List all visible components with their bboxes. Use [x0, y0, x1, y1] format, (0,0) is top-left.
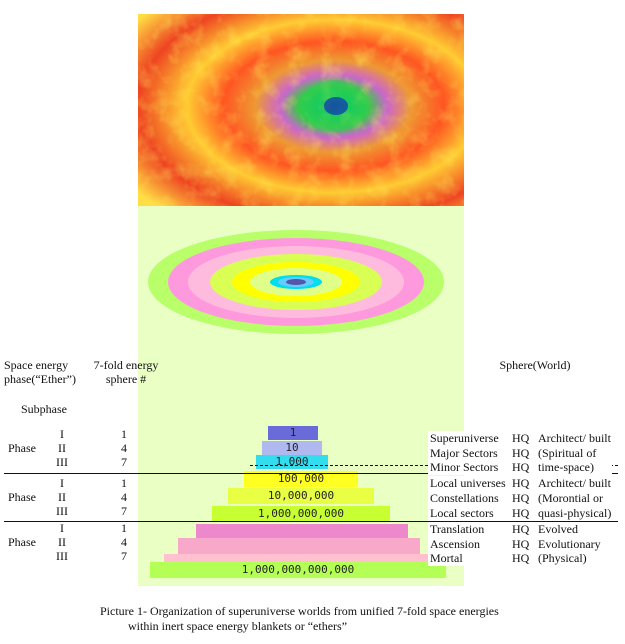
- phase-label-2: Phase: [8, 490, 36, 504]
- sphere-name: Translation: [430, 522, 485, 536]
- sphere-row: [428, 476, 612, 491]
- sphere-name: Major Sectors: [430, 446, 498, 460]
- tier-count-10: 1,000,000,000,000: [241, 563, 355, 576]
- sphere-hq: HQ: [512, 491, 530, 505]
- subphase-3-1: I: [60, 521, 64, 535]
- sphere-name: Mortal: [430, 551, 463, 565]
- sphere-name: Local universes: [430, 476, 506, 490]
- sphere-name: Constellations: [430, 491, 499, 505]
- sphere-hq: HQ: [512, 476, 530, 490]
- sphere-hq: HQ: [512, 537, 530, 551]
- sphere-row: [428, 506, 612, 521]
- tier-count-6: 1,000,000,000: [257, 507, 345, 520]
- sphere-number-1-3: 7: [121, 455, 127, 469]
- sphere-number-3-2: 4: [121, 535, 127, 549]
- sphere-number-3-3: 7: [121, 549, 127, 563]
- sphere-number-2-2: 4: [121, 490, 127, 504]
- sphere-hq: HQ: [512, 446, 530, 460]
- galaxy-heatmap-image: [138, 14, 464, 206]
- subphase-2-3: III: [56, 504, 68, 518]
- subphase-1-3: III: [56, 455, 68, 469]
- sphere-number-1-1: 1: [121, 427, 127, 441]
- caption-line-1: Picture 1- Organization of superuniverse worlds from unified 7-fold space energies: [100, 604, 499, 618]
- sphere-row: [428, 537, 612, 552]
- figure-caption: [100, 604, 540, 634]
- sphere-number-3-1: 1: [121, 521, 127, 535]
- sevenfold-sphere-header: 7-fold energy sphere #: [93, 358, 159, 386]
- sphere-number-1-2: 4: [121, 441, 127, 455]
- sphere-row: [428, 491, 612, 506]
- sphere-hq: HQ: [512, 551, 530, 565]
- tier-count-2: 10: [285, 441, 299, 454]
- sphere-name: Local sectors: [430, 506, 494, 520]
- sphere-row: [428, 551, 612, 566]
- tier-count-1: 1: [289, 426, 297, 439]
- tier-count-3: 1,000: [275, 455, 309, 468]
- sphere-hq: HQ: [512, 431, 530, 445]
- sphere-name: Minor Sectors: [430, 460, 499, 474]
- space-energy-phase-header: Space energy phase(“Ether”): [4, 358, 76, 386]
- sphere-number-2-1: 1: [121, 476, 127, 490]
- sphere-name: Superuniverse: [430, 431, 499, 445]
- sphere-description: Evolved: [538, 522, 578, 536]
- tier-count-4: 100,000: [277, 472, 325, 485]
- phase-label-3: Phase: [8, 535, 36, 549]
- sphere-description: Architect/ built: [538, 431, 611, 445]
- subphase-1-2: II: [58, 441, 66, 455]
- subphase-2-1: I: [60, 476, 64, 490]
- ellipse-ring-9: [286, 279, 306, 285]
- sphere-description: time-space): [538, 460, 594, 474]
- sphere-description: quasi-physical): [538, 506, 612, 520]
- pyramid-tier-8: [178, 538, 420, 554]
- sphere-hq: HQ: [512, 460, 530, 474]
- sphere-row: [428, 460, 612, 475]
- subphase-header: Subphase: [21, 402, 67, 416]
- sphere-number-2-3: 7: [121, 504, 127, 518]
- tier-count-5: 10,000,000: [267, 489, 335, 502]
- sphere-name: Ascension: [430, 537, 480, 551]
- subphase-2-2: II: [58, 490, 66, 504]
- concentric-ellipses: [138, 206, 464, 386]
- subphase-3-2: II: [58, 535, 66, 549]
- sphere-description: (Physical): [538, 551, 587, 565]
- sphere-row: [428, 446, 612, 461]
- sphere-description: Architect/ built: [538, 476, 611, 490]
- subphase-3-3: III: [56, 549, 68, 563]
- sphere-hq: HQ: [512, 506, 530, 520]
- sphere-world-header: Sphere(World): [499, 358, 571, 372]
- phase-label-1: Phase: [8, 441, 36, 455]
- sphere-row: [428, 431, 612, 446]
- sphere-description: Evolutionary: [538, 537, 601, 551]
- sphere-hq: HQ: [512, 522, 530, 536]
- subphase-1-1: I: [60, 427, 64, 441]
- sphere-description: (Spiritual of: [538, 446, 597, 460]
- sphere-row: [428, 522, 612, 537]
- caption-line-2: within inert space energy blankets or “ethers”: [128, 619, 348, 633]
- sphere-description: (Morontial or: [538, 491, 603, 505]
